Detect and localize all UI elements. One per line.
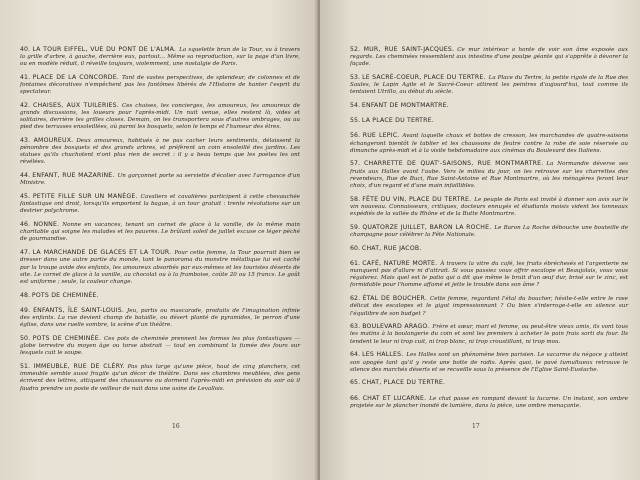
caption-number: 42. (20, 101, 31, 109)
caption-title: LA TOUR EIFFEL, VUE DU PONT DE L'ALMA. (32, 45, 177, 53)
caption-text: Les Halles sont un phénomène bien parisien. Le vacarme du négoce y atteint son apogée tant qu'il y reste une botte de radis. Après quoi, le pavé tumultueux retrouve le silence des marchés déserts et se recueille sous la présence de l'Église Saint-Eustache. (350, 352, 628, 373)
caption-entry (350, 132, 628, 154)
caption-text: Frère et sœur, mari et femme, ou peut-être vieux amis, ils vont tous les matins à la boulangerie du coin et sont les premiers à acheter le pain frais sorti du four. Ils tendent le leur ni trop cuit, ni trop blanc, ni trop croustillant, ni trop mou. (350, 324, 628, 345)
caption-text: Ce mur intérieur a honte de voir son âme exposée aux regards. Les cheminées ressemblent aux intestins d'une poulpe géante qui s'apprête à dévorer la façade. (350, 46, 628, 67)
caption-text: Le Baron La Roche débouche une bouteille de champagne pour célébrer la Fête Nationale. (350, 224, 629, 238)
caption-title: ENFANTS, ÎLE SAINT-LOUIS. (33, 306, 125, 314)
caption-entry (20, 102, 300, 132)
caption-number: 63. (350, 323, 361, 331)
caption-entry (20, 307, 300, 329)
caption-title: PETITE FILLE SUR UN MANÈGE. (32, 193, 138, 201)
caption-text: Cette femme, regardant l'étal du boucher, hésite-t-elle entre le rose délicat des escalopes et le gigot impressionnant ? Ou bien s'interroge-t-elle en silence sur l'équilibre de son budget ? (350, 296, 628, 317)
caption-number: 43. (20, 136, 31, 144)
caption-title: MUR, RUE SAINT-JACQUES. (363, 45, 455, 53)
right-page-number: 17 (472, 423, 480, 430)
caption-text: Nonne en vacances, tenant un cornet de glace à la vanille, de la même main charitable qui soigne les malades et les pauvres. Le brûlant soleil de juillet excuse ce léger péché de gourmandise. (20, 222, 300, 243)
caption-title: LA PLACE DU TERTRE. (361, 117, 434, 125)
caption-text: La squelette brun de la Tour, vu à travers la grille d'arbre, à gauche, derrière eux, partout... Même sa reproduction, sur la page d'un livre, ou en modèle réduit, il réveille toujours, violemment, une nostalgie de Paris. (20, 46, 301, 67)
caption-number: 55. (350, 117, 361, 125)
caption-number: 61. (350, 260, 361, 267)
caption-number: 54. (350, 101, 361, 109)
caption-number: 41. (20, 73, 31, 81)
caption-title: IMMEUBLE, RUE DE CLÉRY. (33, 363, 125, 371)
caption-entry (350, 74, 628, 96)
caption-entry (350, 224, 628, 239)
caption-text: Jeu, partis ou mascarade, produits de l'imagination infinie des enfants. La rue devient champ de bataille, ou désert planté de pyramides, le perron d'une église, dans une ruelle sombre, la scène d'un théâtre. (20, 307, 300, 329)
caption-entry (20, 292, 300, 300)
caption-entry (20, 74, 300, 96)
caption-number: 47. (20, 249, 31, 257)
right-page (320, 0, 640, 480)
caption-entry (20, 335, 300, 357)
caption-text: La Place du Tertre, la petite rigole de la Rue des Saules, le Lapin Agile et le Sacré-Coeur attirent les peintres d'aujourd'hui, tout comme ils tentaient Utrillo, au début du siècle. (350, 74, 628, 95)
caption-number: 52. (350, 45, 361, 53)
caption-number: 50. (20, 334, 31, 342)
caption-title: NONNE. (33, 221, 60, 229)
caption-entry (350, 395, 628, 410)
right-caption-column (350, 40, 628, 415)
left-caption-column (20, 40, 300, 398)
caption-title: POTS DE CHEMINÉE. (31, 291, 99, 299)
caption-text: Pas plus large qu'une pièce, haut de cinq planchers, cet immeuble semble aussi fragile qu'un décor de théâtre. Dans ses chambres meublées, des gens écrivent des lettres, attiquent des chaussures ou dorment l'après-midi en prévision du soir où il faudra prendre un poste de veilleur de nuit dans une usine de Levallois. (20, 364, 301, 392)
caption-title: CHARRETTE DE QUAT'-SAISONS, RUE MONTMARTRE. (363, 160, 544, 168)
caption-number: 65. (350, 379, 361, 387)
caption-number: 60. (350, 244, 361, 252)
caption-entry (20, 249, 300, 286)
caption-number: 57. (350, 160, 361, 168)
caption-number: 40. (20, 45, 31, 53)
caption-number: 58. (350, 195, 361, 203)
caption-number: 45. (20, 193, 31, 201)
caption-text: La Normandie déverse ses fruits aux Halles avant l'aube. Vers le milieu du jour, on les retrouve sur les charrettes des revendeurs, Rue de Buci, Rue Saint-Antoine et Rue Montmartre, où les ménagères feront leur choix, d'un regard et d'une main infaillibles. (350, 161, 629, 189)
caption-text: Pour cette femme, la Tour pourrait bien se dresser dans une autre partie du monde, tant le panorama du monstre métallique lui est caché par la troupe avide des enfants, les amoureux absorbés par eux-mêmes et les touristes déserts de site. Le cornet de glace à la vanille, au chocolat ou à la framboise, coûte 20 ou 15 francs. Le goût est uniforme ; seule, la couleur change. (20, 250, 300, 285)
caption-title: AMOUREUX. (33, 136, 74, 144)
caption-entry (350, 323, 628, 345)
caption-entry (350, 117, 628, 125)
caption-number: 48. (20, 291, 31, 299)
caption-text: À travers la vitre du café, les fruits ébréchesés et l'argenterie ne manquent pas d'allure ni d'attrait. Si vous passiez vous offrir escalope et Beaujolais, vous vous régalerez. Mais quel est le patio qui a dit que même le bruit d'un œuf dur, brisé sur le zinc, est formidable pour l'homme affamé et jette le trouble dans son âme ? (350, 261, 628, 289)
caption-number: 49. (20, 306, 31, 314)
left-page (0, 0, 318, 480)
caption-entry (350, 295, 628, 317)
caption-text: Cavaliers et cavalières participent à cette chevauchée fantastique ont droit, lorsqu'ils emportent la bague, à un tour gratuit : trente révolutions sur un destrier polychrome. (20, 194, 300, 215)
caption-entry (20, 193, 300, 215)
caption-number: 64. (350, 351, 361, 359)
caption-title: PLACE DE LA CONCORDE. (32, 73, 120, 81)
caption-entry (20, 137, 300, 167)
caption-entry (20, 221, 300, 243)
caption-text: Un garçonnet porte sa serviette d'écolier avec l'arrogance d'un Ministre. (20, 173, 301, 187)
caption-entry (350, 102, 628, 110)
caption-number: 51. (20, 363, 31, 371)
caption-entry (20, 172, 300, 187)
caption-title: POTS DE CHEMINÉE. (32, 334, 101, 342)
caption-text: Ces pots de cheminée prennent les formes les plus fantastiques — globe terrestre du moyen âge ou torse abstrait — tout en combinant la fumée des fours sur lesquels cuit le soupe. (20, 335, 300, 357)
left-page-number: 16 (172, 423, 180, 430)
caption-title: CHAT, RUE JACOB. (361, 244, 422, 252)
caption-number: 53. (350, 73, 361, 81)
caption-title: CHAT, PLACE DU TERTRE. (361, 379, 446, 387)
caption-entry (350, 196, 628, 218)
caption-number: 66. (350, 394, 361, 402)
caption-title: LES HALLES. (362, 351, 404, 359)
caption-text: Avant laquelle chaux et bottes de cresson, les marchandes de quatre-saisons échangeront bientôt le tablier et les chaussons de feutre contre la robe de soie réservée au dimanche après-midi et à la visite hebdomadaire aux cinémas du Boulevard des Italiens. (350, 133, 629, 154)
caption-text: Deux amoureux, habitués à ne pas cacher leurs sentiments, délaissent la pénombre des bosquets et des grands arbres, et préfèrent un coin ensoleillé des jardins. Les statues qu'ils chuchotent n'ont plus rien de secret : il y a beau temps que les poètes les ont révélées. (20, 137, 300, 166)
caption-title: LA MARCHANDE DE GLACES ET LA TOUR. (32, 249, 172, 257)
caption-entry (350, 379, 628, 387)
caption-title: ENFANT, RUE MAZARINE. (32, 172, 115, 180)
caption-text: Tant de vastes perspectives, de splendeur, de colonnes et de fontaines décoratives n'empêchent pas les fantômes libérés de l'Histoire de hanter l'esprit du spectateur. (20, 74, 300, 95)
caption-entry (350, 160, 628, 190)
caption-title: QUATORZE JUILLET, BARON LA ROCHE. (362, 223, 492, 231)
caption-title: CHAISES, AUX TUILERIES. (33, 101, 119, 109)
caption-entry (20, 46, 300, 68)
caption-title: LE SACRÉ-COEUR, PLACE DU TERTRE. (362, 73, 486, 81)
caption-number: 56. (350, 132, 361, 140)
caption-entry (350, 46, 628, 68)
caption-title: BOULEVARD ARAGO. (362, 323, 430, 331)
caption-title: CHAT ET LUCARNE. (362, 394, 427, 402)
caption-text: Le peuple de Paris est invité à donner son avis sur le vin nouveau. Connaisseurs, critiques, docteurs ennuyés et étudiants moisis vident les tonneaux expédiés de la vallée du Rhône et de la Butte Montmartre. (350, 196, 629, 217)
caption-text: Le chat passe en rampant devant la lucarne. Un instant, son ombre projetée sur le plancher inondé de lumière, dans la pièce, une ombre menaçante. (350, 395, 628, 409)
caption-title: FÊTE DU VIN, PLACE DU TERTRE. (362, 195, 472, 203)
caption-entry (350, 245, 628, 253)
caption-title: ÉTAL DE BOUCHER. (362, 295, 427, 303)
caption-entry (350, 351, 628, 373)
caption-number: 46. (20, 221, 31, 229)
caption-number: 44. (20, 172, 31, 180)
caption-title: RUE LEPIC. (362, 132, 400, 140)
caption-number: 62. (350, 295, 361, 303)
caption-title: ENFANT DE MONTMARTRE. (361, 101, 449, 109)
caption-entry (20, 363, 300, 393)
caption-number: 59. (350, 223, 361, 231)
caption-title: CAFÉ, NATURE MORTE. (362, 260, 438, 267)
caption-entry (350, 260, 628, 290)
caption-text: Ces chaises, les concierges, les amoureux, les amoureux de grands discussions, les loueurs pour l'après-midi. Un nuit venue, elles restent là, vides et solitaires, derrière les grilles closes. Demain, on les transportera sous d'autres ombrages, ou au pied des terrasses ensoleillées, où parmi les bosquets, selon le temps et l'humeur des êtres. (20, 102, 300, 131)
